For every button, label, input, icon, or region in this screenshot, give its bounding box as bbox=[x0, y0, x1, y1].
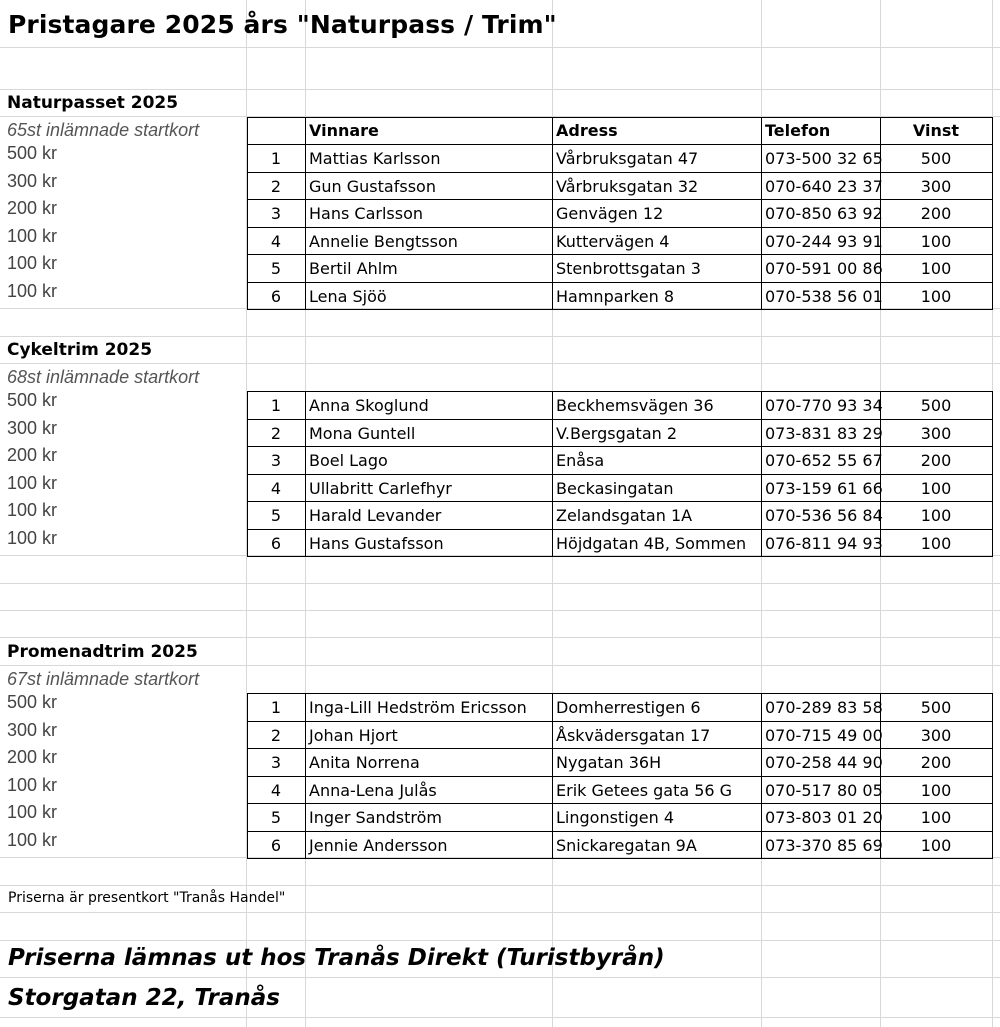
winner-address: Nygatan 36H bbox=[556, 753, 662, 772]
prize-label: 300 kr bbox=[7, 418, 58, 438]
winner-address: Erik Getees gata 56 G bbox=[556, 781, 733, 800]
section-title-cykeltrim: Cykeltrim 2025 bbox=[7, 340, 153, 360]
winner-phone: 070-591 00 86 bbox=[765, 259, 883, 278]
winner-phone: 070-770 93 34 bbox=[765, 396, 883, 415]
winner-name: Johan Hjort bbox=[309, 726, 398, 745]
table-border bbox=[247, 419, 993, 420]
table-border bbox=[247, 309, 993, 310]
prize-label: 200 kr bbox=[7, 747, 58, 767]
winner-phone: 073-803 01 20 bbox=[765, 808, 883, 827]
gridline-horizontal bbox=[0, 583, 1000, 584]
gridline-horizontal bbox=[0, 977, 1000, 978]
prize-label: 200 kr bbox=[7, 198, 58, 218]
gridline-horizontal bbox=[0, 336, 1000, 337]
winner-name: Inga-Lill Hedström Ericsson bbox=[309, 698, 527, 717]
place-number: 4 bbox=[270, 781, 282, 800]
place-number: 6 bbox=[270, 287, 282, 306]
table-border bbox=[247, 693, 993, 694]
table-border bbox=[247, 748, 993, 749]
prize-amount: 100 bbox=[920, 259, 952, 278]
winner-name: Bertil Ahlm bbox=[309, 259, 398, 278]
table-border bbox=[247, 721, 993, 722]
col-header-winner: Vinnare bbox=[309, 121, 379, 140]
table-border bbox=[247, 501, 993, 502]
winner-address: Åskvädersgatan 17 bbox=[556, 726, 711, 745]
winner-name: Boel Lago bbox=[309, 451, 388, 470]
prize-amount: 100 bbox=[920, 836, 952, 855]
table-border bbox=[992, 117, 993, 310]
winner-phone: 070-652 55 67 bbox=[765, 451, 883, 470]
winner-name: Harald Levander bbox=[309, 506, 442, 525]
winner-address: Stenbrottsgatan 3 bbox=[556, 259, 701, 278]
place-number: 4 bbox=[270, 232, 282, 251]
winner-address: Lingonstigen 4 bbox=[556, 808, 675, 827]
table-border bbox=[247, 556, 993, 557]
section-subtitle: 68st inlämnade startkort bbox=[7, 367, 200, 387]
place-number: 2 bbox=[270, 424, 282, 443]
table-border bbox=[247, 199, 993, 200]
winner-address: Domherrestigen 6 bbox=[556, 698, 701, 717]
table-border bbox=[247, 776, 993, 777]
winner-name: Ullabritt Carlefhyr bbox=[309, 479, 452, 498]
prize-label: 300 kr bbox=[7, 171, 58, 191]
winner-name: Mattias Karlsson bbox=[309, 149, 441, 168]
winner-name: Lena Sjöö bbox=[309, 287, 387, 306]
winner-name: Jennie Andersson bbox=[309, 836, 448, 855]
winner-phone: 073-831 83 29 bbox=[765, 424, 883, 443]
gridline-horizontal bbox=[0, 885, 1000, 886]
winner-name: Anna Skoglund bbox=[309, 396, 429, 415]
winner-phone: 070-517 80 05 bbox=[765, 781, 883, 800]
prize-label: 500 kr bbox=[7, 143, 58, 163]
table-border bbox=[247, 693, 248, 859]
page-title: Pristagare 2025 års "Naturpass / Trim" bbox=[8, 10, 557, 39]
winner-address: Beckasingatan bbox=[556, 479, 674, 498]
table-border bbox=[305, 117, 306, 310]
winner-phone: 070-850 63 92 bbox=[765, 204, 883, 223]
section-subtitle: 65st inlämnade startkort bbox=[7, 120, 200, 140]
prize-amount: 300 bbox=[920, 726, 952, 745]
gridline-horizontal bbox=[0, 1017, 1000, 1018]
prize-amount: 500 bbox=[920, 698, 952, 717]
col-header-prize: Vinst bbox=[912, 121, 960, 140]
prize-amount: 200 bbox=[920, 204, 952, 223]
section-title-naturpasset: Naturpasset 2025 bbox=[7, 93, 179, 113]
place-number: 3 bbox=[270, 204, 282, 223]
table-border bbox=[247, 446, 993, 447]
prize-label: 500 kr bbox=[7, 692, 58, 712]
place-number: 4 bbox=[270, 479, 282, 498]
place-number: 5 bbox=[270, 808, 282, 827]
prize-amount: 100 bbox=[920, 287, 952, 306]
prize-label: 100 kr bbox=[7, 802, 58, 822]
place-number: 1 bbox=[270, 149, 282, 168]
place-number: 5 bbox=[270, 506, 282, 525]
prize-amount: 200 bbox=[920, 753, 952, 772]
prize-amount: 100 bbox=[920, 506, 952, 525]
prize-label: 200 kr bbox=[7, 445, 58, 465]
winner-name: Hans Carlsson bbox=[309, 204, 423, 223]
gridline-horizontal bbox=[0, 912, 1000, 913]
winner-address: Zelandsgatan 1A bbox=[556, 506, 693, 525]
table-border bbox=[552, 391, 553, 557]
winner-phone: 073-370 85 69 bbox=[765, 836, 883, 855]
winner-phone: 073-500 32 65 bbox=[765, 149, 883, 168]
prize-label: 100 kr bbox=[7, 253, 58, 273]
table-border bbox=[552, 117, 553, 310]
prize-amount: 100 bbox=[920, 781, 952, 800]
place-number: 3 bbox=[270, 753, 282, 772]
gridline-horizontal bbox=[0, 610, 1000, 611]
place-number: 2 bbox=[270, 726, 282, 745]
winner-address: Hamnparken 8 bbox=[556, 287, 675, 306]
winner-address: Enåsa bbox=[556, 451, 605, 470]
section-subtitle: 67st inlämnade startkort bbox=[7, 669, 200, 689]
winner-phone: 070-715 49 00 bbox=[765, 726, 883, 745]
table-border bbox=[992, 391, 993, 557]
prize-label: 500 kr bbox=[7, 390, 58, 410]
prize-note: Priserna är presentkort "Tranås Handel" bbox=[8, 890, 286, 906]
table-border bbox=[247, 117, 993, 118]
prize-amount: 200 bbox=[920, 451, 952, 470]
prize-label: 100 kr bbox=[7, 528, 58, 548]
prize-amount: 500 bbox=[920, 149, 952, 168]
table-border bbox=[247, 831, 993, 832]
prize-label: 100 kr bbox=[7, 775, 58, 795]
prize-amount: 500 bbox=[920, 396, 952, 415]
prize-amount: 300 bbox=[920, 424, 952, 443]
prize-label: 100 kr bbox=[7, 226, 58, 246]
prize-amount: 300 bbox=[920, 177, 952, 196]
winner-phone: 073-159 61 66 bbox=[765, 479, 883, 498]
winner-address: Kuttervägen 4 bbox=[556, 232, 670, 251]
prize-amount: 100 bbox=[920, 232, 952, 251]
winner-address: Vårbruksgatan 47 bbox=[556, 149, 699, 168]
gridline-horizontal bbox=[0, 363, 1000, 364]
winner-phone: 070-536 56 84 bbox=[765, 506, 883, 525]
place-number: 5 bbox=[270, 259, 282, 278]
winner-address: Snickaregatan 9A bbox=[556, 836, 697, 855]
prize-label: 300 kr bbox=[7, 720, 58, 740]
table-border bbox=[247, 474, 993, 475]
table-border bbox=[761, 117, 762, 310]
place-number: 1 bbox=[270, 698, 282, 717]
winner-name: Hans Gustafsson bbox=[309, 534, 444, 553]
table-border bbox=[552, 693, 553, 859]
winner-name: Anna-Lena Julås bbox=[309, 781, 437, 800]
table-border bbox=[247, 803, 993, 804]
section-title-promenadtrim: Promenadtrim 2025 bbox=[7, 642, 198, 662]
winner-name: Gun Gustafsson bbox=[309, 177, 436, 196]
place-number: 6 bbox=[270, 836, 282, 855]
table-border bbox=[247, 227, 993, 228]
winner-address: V.Bergsgatan 2 bbox=[556, 424, 678, 443]
gridline-horizontal bbox=[0, 637, 1000, 638]
winner-phone: 070-258 44 90 bbox=[765, 753, 883, 772]
table-border bbox=[247, 391, 248, 557]
col-header-phone: Telefon bbox=[765, 121, 831, 140]
table-border bbox=[761, 391, 762, 557]
winner-address: Höjdgatan 4B, Sommen bbox=[556, 534, 747, 553]
winner-phone: 070-538 56 01 bbox=[765, 287, 883, 306]
table-border bbox=[247, 529, 993, 530]
winner-name: Inger Sandström bbox=[309, 808, 442, 827]
winner-phone: 076-811 94 93 bbox=[765, 534, 883, 553]
winner-phone: 070-289 83 58 bbox=[765, 698, 883, 717]
table-border bbox=[305, 693, 306, 859]
table-border bbox=[305, 391, 306, 557]
winner-name: Annelie Bengtsson bbox=[309, 232, 458, 251]
prize-amount: 100 bbox=[920, 808, 952, 827]
winner-name: Anita Norrena bbox=[309, 753, 420, 772]
winner-address: Genvägen 12 bbox=[556, 204, 664, 223]
table-border bbox=[247, 391, 993, 392]
winner-name: Mona Guntell bbox=[309, 424, 416, 443]
winner-address: Beckhemsvägen 36 bbox=[556, 396, 714, 415]
winner-phone: 070-244 93 91 bbox=[765, 232, 883, 251]
table-border bbox=[247, 144, 993, 145]
col-header-address: Adress bbox=[556, 121, 618, 140]
prize-amount: 100 bbox=[920, 534, 952, 553]
prize-amount: 100 bbox=[920, 479, 952, 498]
prize-label: 100 kr bbox=[7, 281, 58, 301]
place-number: 2 bbox=[270, 177, 282, 196]
gridline-horizontal bbox=[0, 940, 1000, 941]
table-border bbox=[247, 282, 993, 283]
prize-label: 100 kr bbox=[7, 500, 58, 520]
table-border bbox=[880, 693, 881, 859]
winner-address: Vårbruksgatan 32 bbox=[556, 177, 699, 196]
pickup-address: Storgatan 22, Tranås bbox=[8, 985, 280, 1011]
prize-label: 100 kr bbox=[7, 473, 58, 493]
table-border bbox=[761, 693, 762, 859]
table-border bbox=[247, 254, 993, 255]
table-border bbox=[880, 391, 881, 557]
table-border bbox=[247, 858, 993, 859]
table-border bbox=[247, 172, 993, 173]
place-number: 3 bbox=[270, 451, 282, 470]
gridline-horizontal bbox=[0, 89, 1000, 90]
prize-label: 100 kr bbox=[7, 830, 58, 850]
place-number: 1 bbox=[270, 396, 282, 415]
place-number: 6 bbox=[270, 534, 282, 553]
gridline-horizontal bbox=[0, 665, 1000, 666]
table-border bbox=[992, 693, 993, 859]
pickup-location: Priserna lämnas ut hos Tranås Direkt (Turistbyrån) bbox=[8, 945, 665, 971]
winner-phone: 070-640 23 37 bbox=[765, 177, 883, 196]
gridline-horizontal bbox=[0, 47, 1000, 48]
